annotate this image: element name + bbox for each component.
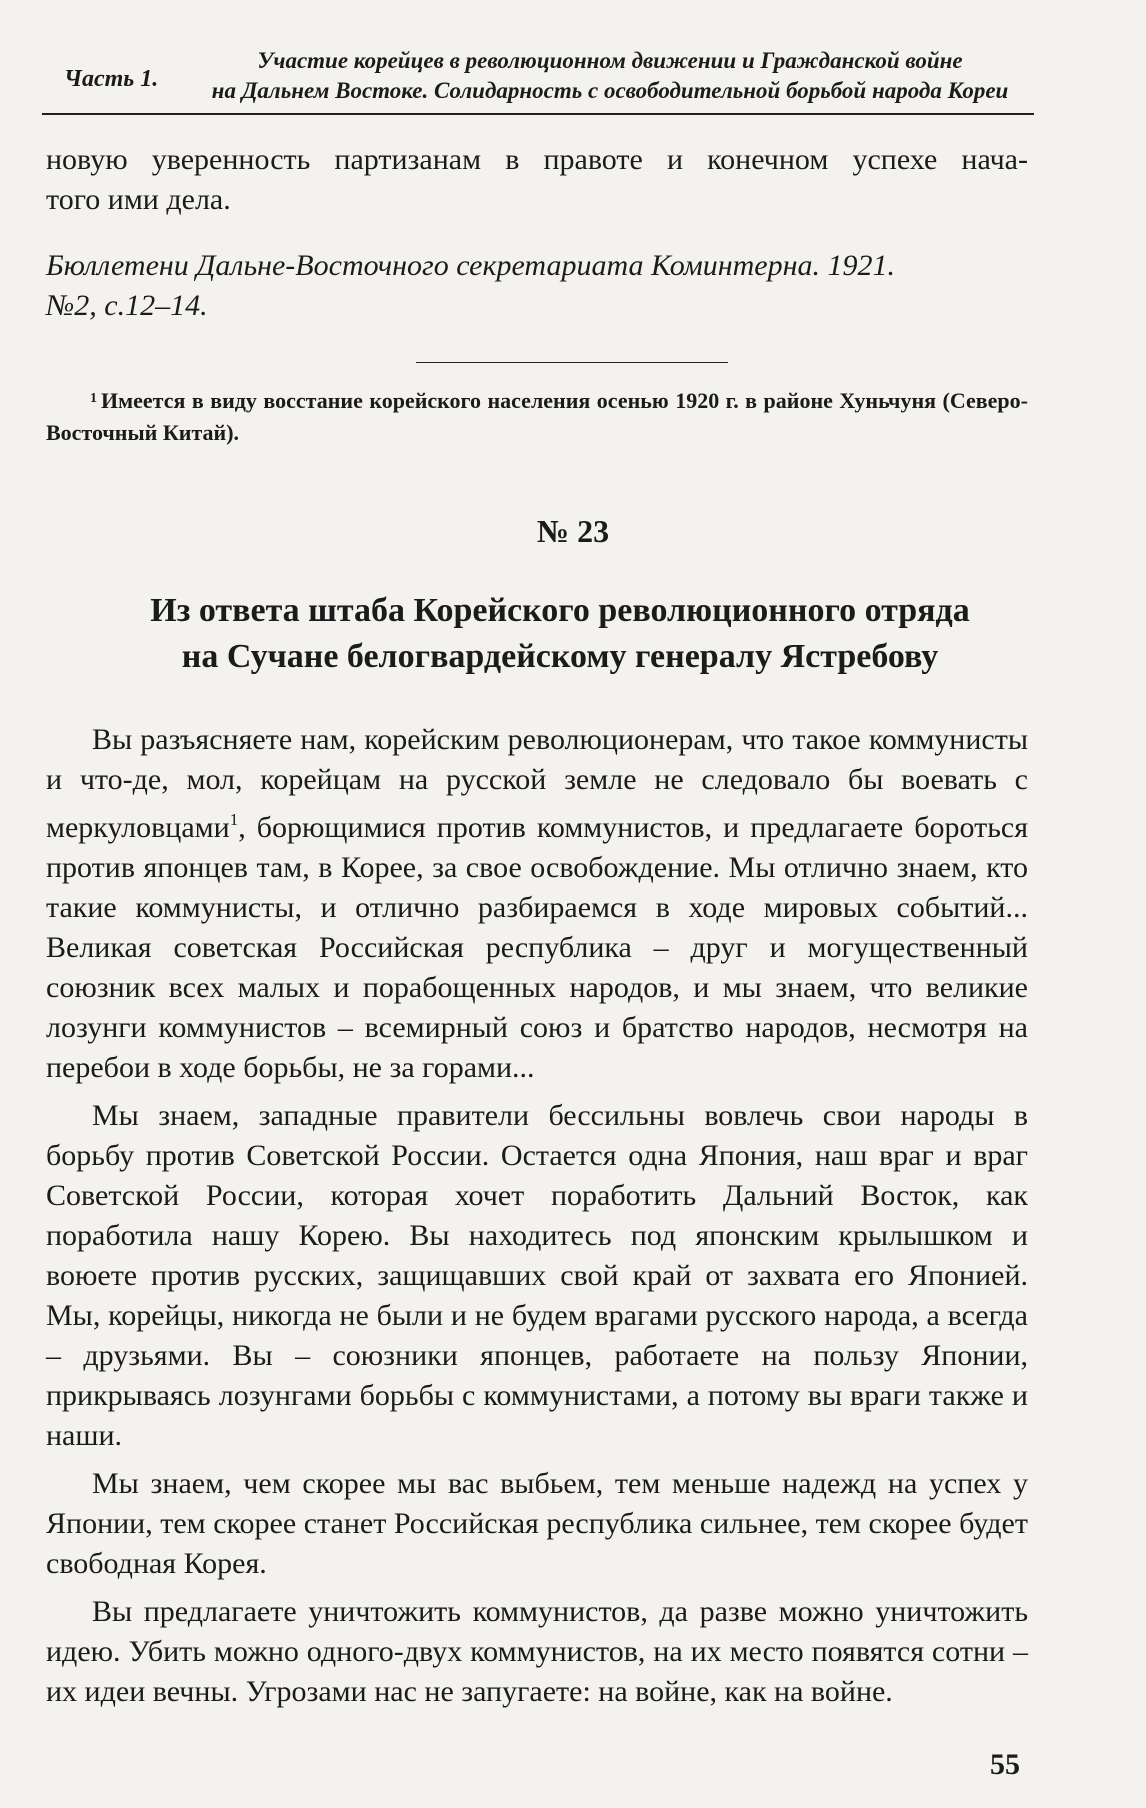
continuation-paragraph [46, 140, 1028, 220]
footnote-reference: 1 [229, 810, 239, 829]
document-body [46, 720, 1028, 1720]
document-title [60, 588, 1060, 680]
body-paragraph-2: Мы знаем, западные правители бессильны вовлечь свои народы в борьбу против Советской России. Остается одна Япония, наш враг и враг Советской России, которая хочет поработить Дальний Восток, как поработила нашу Корею. Вы находитесь под японским крылышком и воюете против русских, защищавших свой край от захвата его Японией. Мы, корейцы, никогда не были и не будем врагами русского народа, а всегда – друзьями. Вы – союзники японцев, работаете на пользу Японии, прикрываясь лозунгами борьбы с коммунистами, а потому вы враги также и наши. [46, 1099, 1028, 1452]
running-head-title-line2: на Дальнем Востоке. Солидарность с освободительной борьбой народа Кореи [211, 78, 1009, 103]
footnote-marker: 1 [90, 391, 97, 406]
body-paragraph-3: Мы знаем, чем скорее мы вас выбьем, тем меньше надежд на успех у Японии, тем скорее станет Российская республика сильнее, тем скорее будет свободная Корея. [46, 1467, 1028, 1580]
footnote-text: Имеется в виду восстание корейского населения осенью 1920 г. в районе Хуньчуня (Северо-Восточный Китай). [46, 388, 1028, 445]
body-paragraph-1: Вы разъясняете нам, корейским революционерам, что такое коммунисты и что-де, мол, корейцам на русской земле не следовало бы воевать с меркуловцами$^1$, борющимися против коммунистов, и предлагаете бороться против японцев там, в Корее, за свое освобождение. Мы отлично знаем, кто такие коммунисты, и отлично разбираемся в ходе мировых событий... Великая советская Российская республика – друг и могущественный союзник всех малых и порабощенных народов, и мы знаем, что великие лозунги коммунистов – всемирный союз и братство народов, несмотря на перебои в ходе борьбы, не за горами... [46, 723, 1028, 1084]
header-rule [42, 113, 1034, 115]
source-line2: №2, с.12–14. [46, 289, 208, 322]
running-head-part: Часть 1. [64, 66, 159, 92]
body-paragraph-4: Вы предлагаете уничтожить коммунистов, да разве можно уничтожить идею. Убить можно одного-двух коммунистов, на их место появятся сотни – их идеи вечны. Угрозами нас не запугаете: на войне, как на войне. [46, 1595, 1028, 1708]
footnote-rule [416, 362, 728, 363]
source-line1: Бюллетени Дальне-Восточного секретариата Коминтерна. 1921. [46, 249, 896, 282]
running-head-title-line1: Участие корейцев в революционном движении и Гражданской войне [257, 48, 963, 73]
source-citation [46, 246, 1028, 326]
page-number: 55 [990, 1748, 1020, 1781]
document-title-line2: на Сучане белогвардейскому генералу Ястребову [181, 638, 939, 675]
running-head [64, 46, 1030, 106]
footnote [46, 383, 1028, 449]
continuation-line2: того ими дела. [46, 183, 231, 216]
document-number: № 23 [536, 513, 610, 549]
document-title-line1: Из ответа штаба Корейского революционного отряда [150, 592, 970, 629]
running-head-title [190, 46, 1030, 106]
continuation-line1: новую уверенность партизанам в правоте и конечном успехе нача- [46, 143, 1028, 176]
